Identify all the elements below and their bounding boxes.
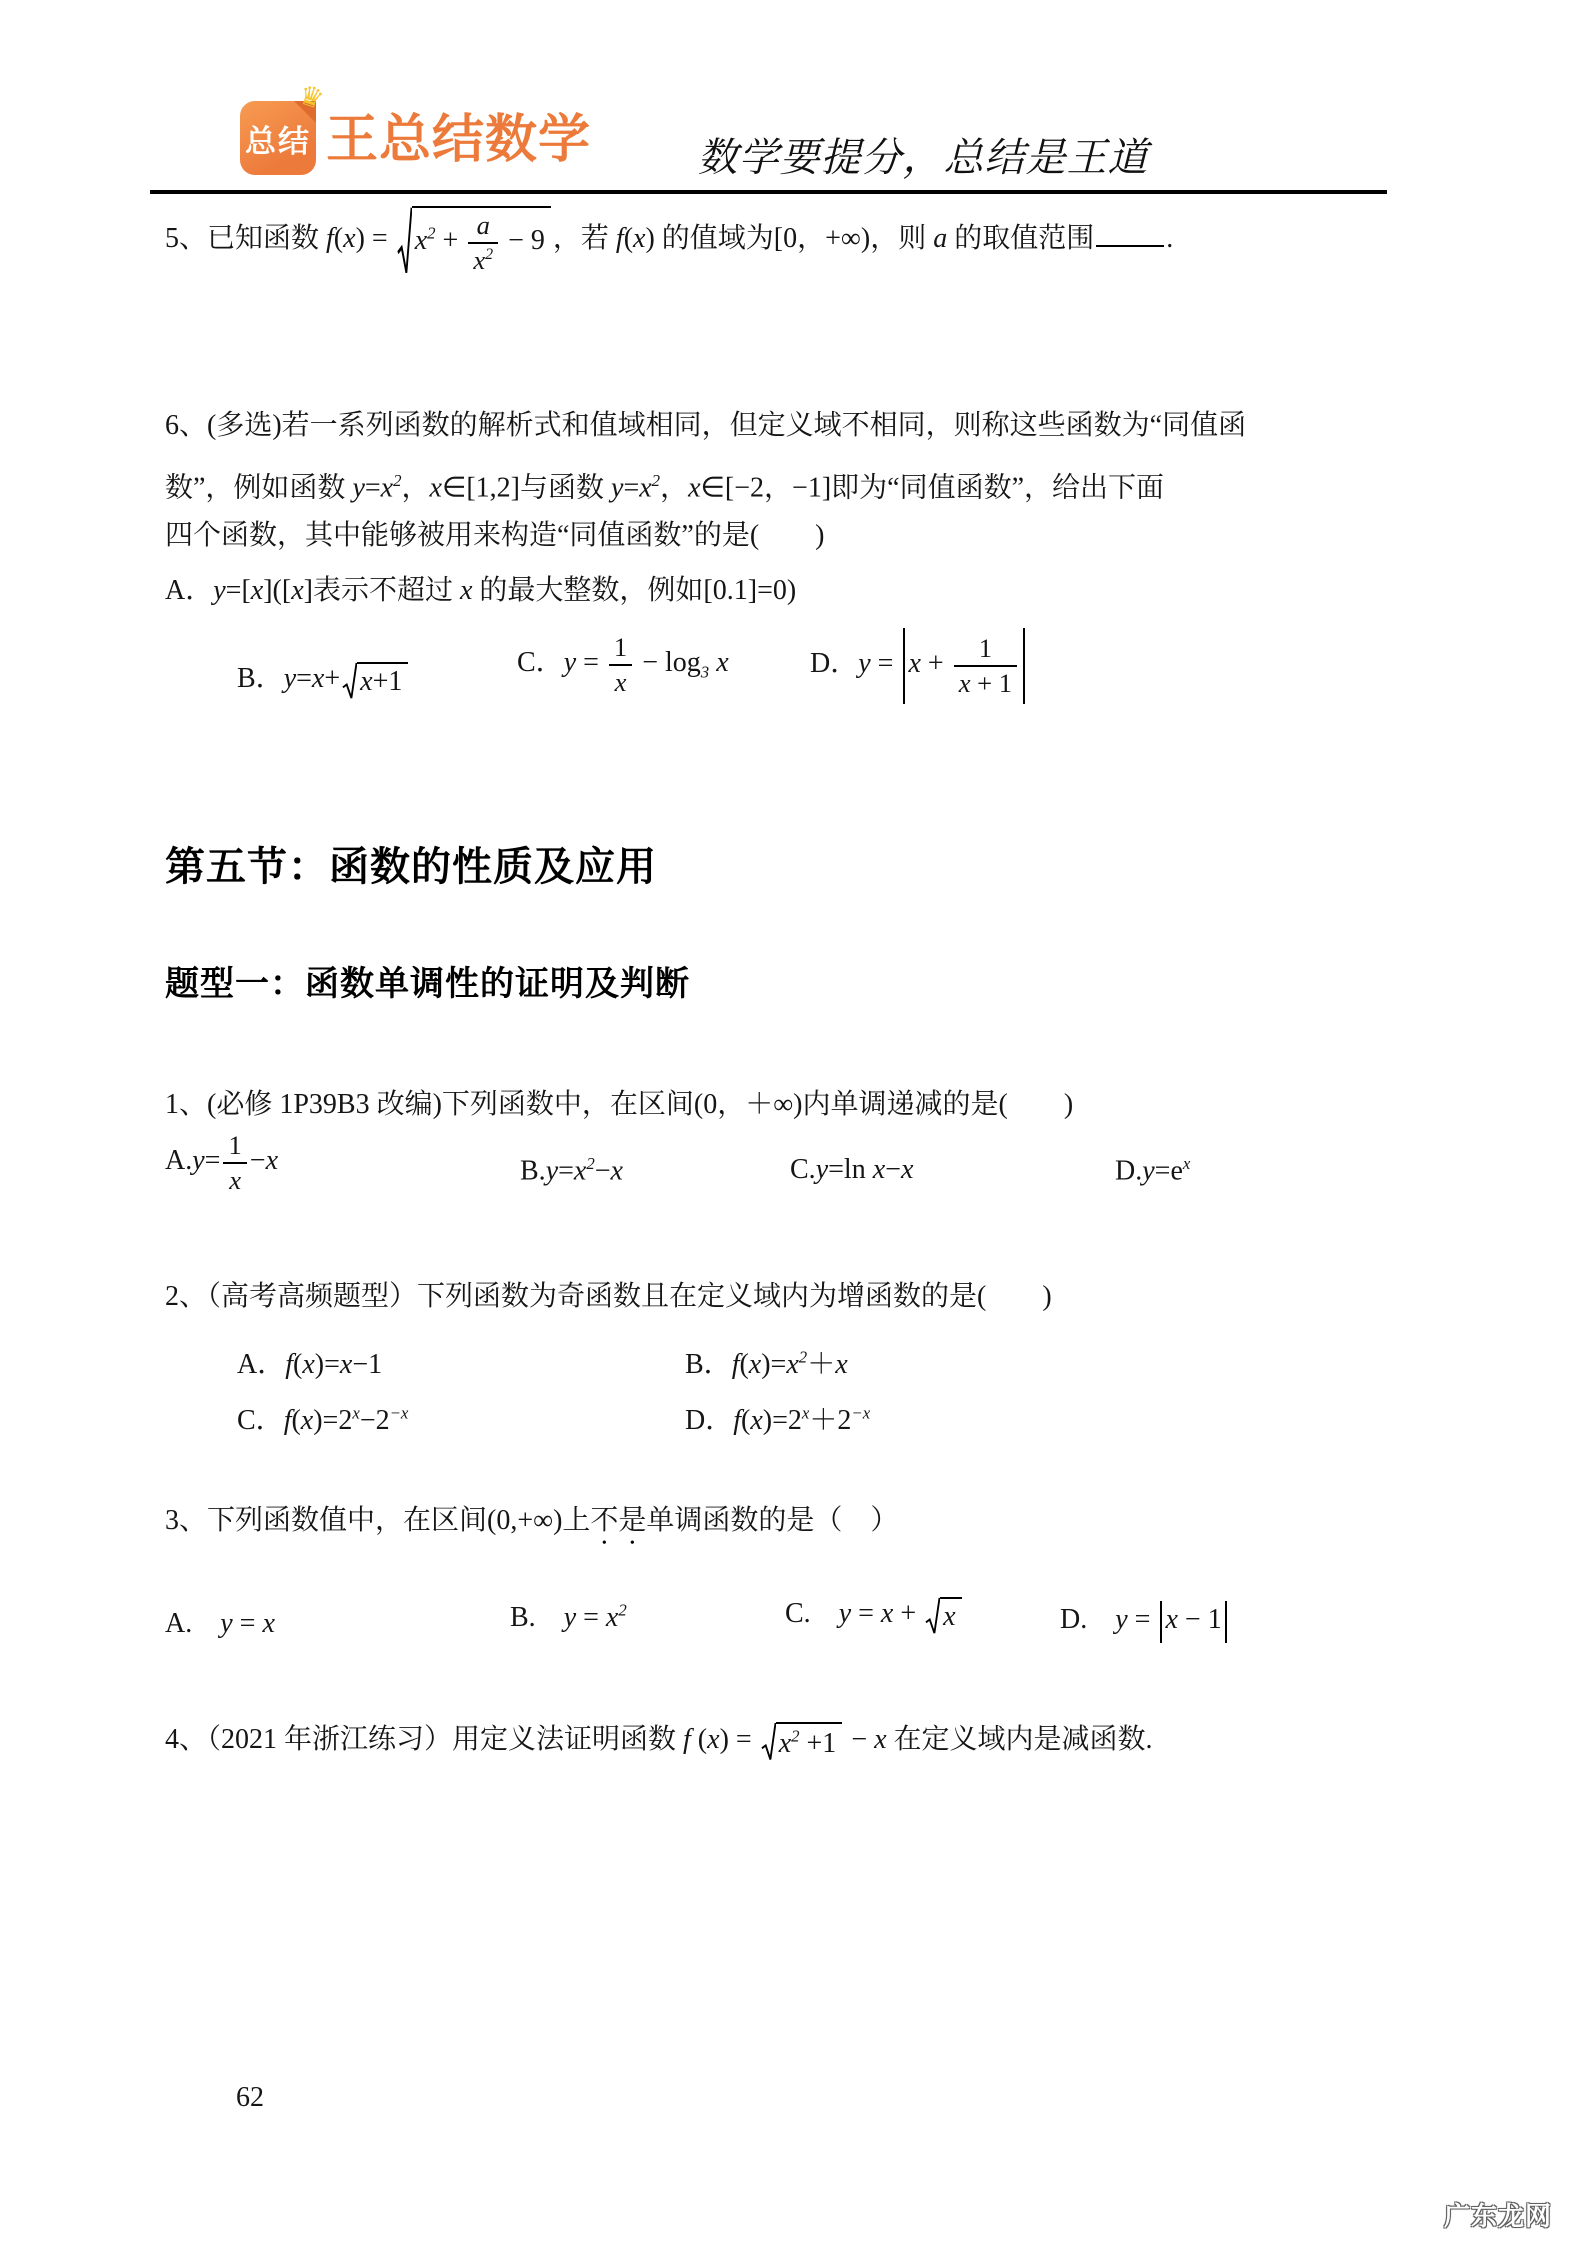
question-1-stem: 1、(必修 1P39B3 改编)下列函数中，在区间(0，＋∞)内单调递减的是( ) (165, 1089, 1074, 1120)
question-3-option-d: D. y = x − 1 (1060, 1597, 1230, 1643)
question-6 (165, 398, 1475, 734)
question-2 (165, 1272, 1475, 1440)
question-4 (165, 1722, 1153, 1761)
brand-badge-text: 总结 (245, 123, 311, 159)
question-5 (165, 206, 1173, 275)
radical-sign (397, 206, 412, 275)
question-1 (165, 1080, 1475, 1222)
radical-sign (925, 1597, 940, 1635)
question-6-option-d: D．y = x + $\frac{1}{x + 1}$ (810, 628, 1028, 704)
question-6-stem-line1: 6、(多选)若一系列函数的解析式和值域相同，但定义域不相同，则称这些函数为“同值函 (165, 410, 1247, 441)
question-1-option-a: A.y= $\frac{1}{x}$ −x (165, 1130, 278, 1195)
question-2-stem: 2、（高考高频题型）下列函数为奇函数且在定义域内为增函数的是( ) (165, 1281, 1052, 1312)
question-1-options-row (165, 1130, 1475, 1222)
question-3-option-a: A. y = x (165, 1608, 275, 1639)
brand-logo-text: 王总结数学 (326, 111, 592, 169)
question-6-stem-line2: 数”，例如函数 $y=x^2$，x∈[1,2]与函数 $y=x^2$，x∈[−2，−1]即为“同值函数”，给出下面 (165, 471, 1164, 504)
question-1-option-c: C.y=ln x−x (790, 1154, 914, 1185)
crown-icon: ♛ (294, 79, 328, 116)
question-6-option-b: B．y=x+ x+1 (237, 656, 410, 699)
question-2-option-d: D．$f(x)=2^x+2^{-x}$ (685, 1403, 871, 1436)
question-3-stem: 3、下列函数值中，在区间(0,+∞)上不是单调函数的是（ ） (165, 1505, 899, 1536)
page-number: 62 (236, 2082, 264, 2113)
question-4-stem: 4、（2021 年浙江练习）用定义法证明函数 f (x) = $x^2 +1$ − x 在定义域内是减函数. (165, 1724, 1153, 1760)
question-6-option-a: A．y=[x]([x]表示不超过 x 的最大整数，例如[0.1]=0) (165, 575, 797, 606)
question-1-option-d: $D.y=e^x$ (1115, 1154, 1191, 1187)
question-6-option-c: C．y = $\frac{1}{x}$ − $\log_3 x$ (517, 632, 729, 697)
radical-sign (761, 1722, 776, 1761)
question-3-options-row (165, 1585, 1475, 1659)
question-6-stem-line3: 四个函数，其中能够被用来构造“同值函数”的是( ) (165, 520, 825, 551)
question-1-option-b: $B.y=x^2-x$ (520, 1154, 623, 1187)
question-3 (165, 1495, 1475, 1659)
question-2-options-row-2 (165, 1384, 1475, 1440)
question-2-option-c: C．$f(x)=2^x-2^{-x}$ (237, 1403, 409, 1436)
question-3-option-b: B. $y = x^2$ (510, 1600, 627, 1633)
radical-sign (342, 662, 357, 700)
brand-tagline: 数学要提分，总结是王道 (697, 135, 1149, 180)
brand-logo-badge (240, 79, 328, 175)
question-2-options-row-1 (165, 1328, 1475, 1384)
watermark: 广东龙网 (1444, 2201, 1553, 2231)
question-3-option-c: C. y = x + x (785, 1591, 964, 1634)
header-divider (150, 190, 1387, 194)
question-5-stem: 5、已知函数 f(x) = $x^2$ + $\frac{a}{x^2}$ − 9 ，若 f(x) 的值域为[0，+∞)，则 a 的取值范围 . (165, 206, 1173, 275)
subsection-heading: 题型一：函数单调性的证明及判断 (165, 965, 690, 1003)
question-2-option-b: B．$f(x)=x^2+x$ (685, 1347, 848, 1380)
question-6-options-row (165, 622, 1475, 734)
question-2-option-a: A．f(x)=x−1 (237, 1349, 383, 1380)
section-heading: 第五节：函数的性质及应用 (165, 845, 657, 889)
